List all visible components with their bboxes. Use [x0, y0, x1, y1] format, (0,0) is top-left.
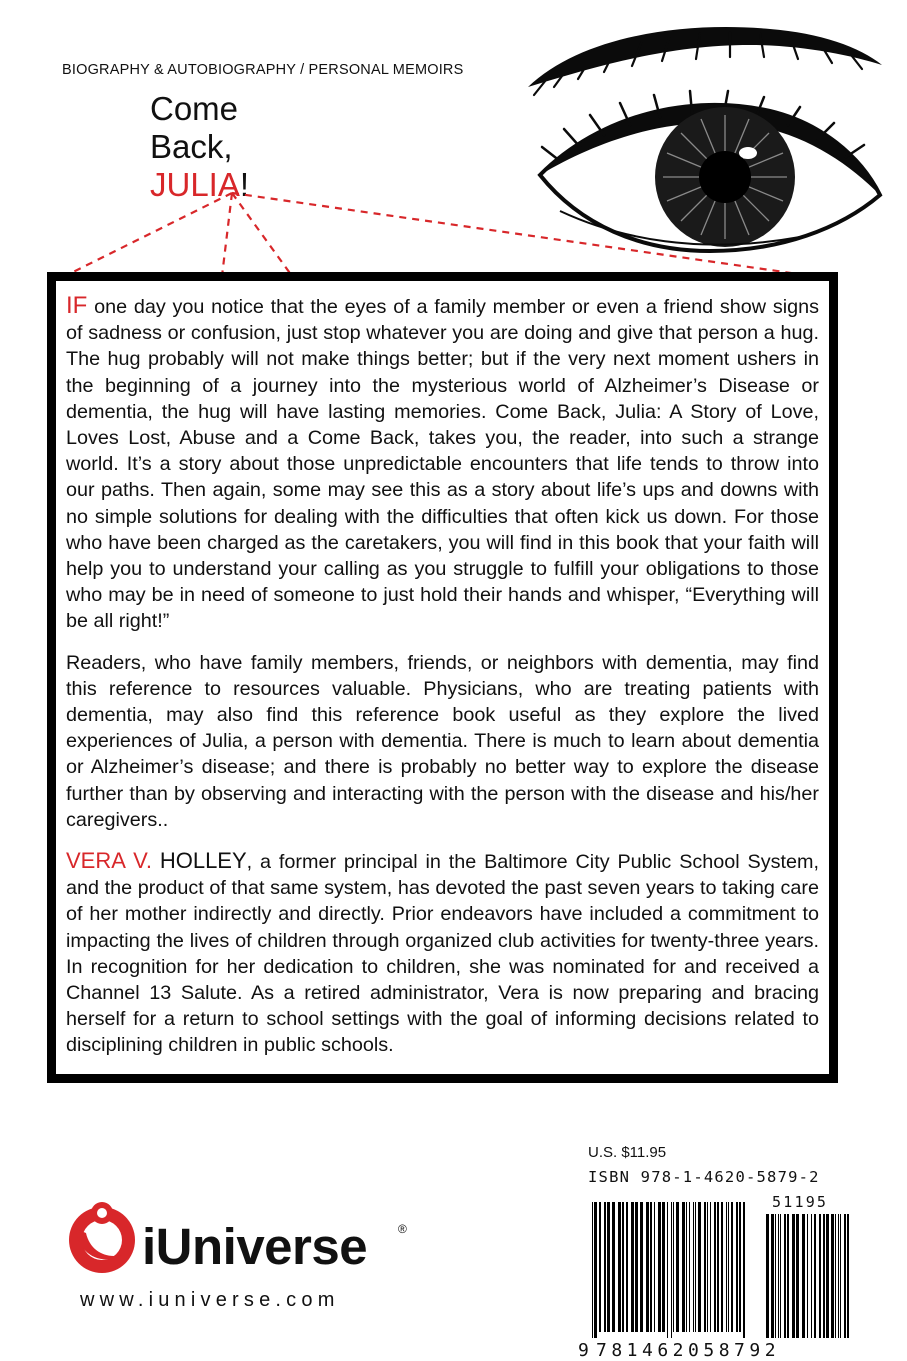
book-title [150, 90, 249, 204]
barcode-addon-bar [823, 1214, 825, 1338]
barcode-bar [594, 1202, 597, 1338]
barcode-leading-digit: 9 [578, 1340, 589, 1361]
barcode-addon-bar [835, 1214, 836, 1338]
description-text [66, 293, 819, 1074]
barcode-bar [693, 1202, 694, 1332]
barcode-bar [646, 1202, 649, 1332]
barcode-bar [717, 1202, 719, 1332]
title-line-2: Back, [150, 128, 233, 165]
barcode-bar [726, 1202, 727, 1332]
barcode-addon-bar [780, 1214, 781, 1338]
barcode-bar [686, 1202, 687, 1332]
barcode-bar [618, 1202, 621, 1332]
barcode-addon-bar [796, 1214, 799, 1338]
blurb-drop-initial: IF [66, 292, 88, 319]
barcode-bar [671, 1202, 672, 1338]
barcode-bar [707, 1202, 708, 1332]
barcode-addon-bar [819, 1214, 821, 1338]
barcode-addon-bar [802, 1214, 805, 1338]
author-bio-text: , a former principal in the Baltimore City Public School System, and the product of that same system, has devoted the past seven years to taking care of her mother indirectly and directly. Prior endeavors have included a commitment to impacting the lives of children through organized club activities for twenty-three years. In recognition for her dedication to children, she was nominated for and received a Channel 13 Salute. As a retired administrator, Vera is now preparing and bracing herself for a return to school settings with the goal of informing decisions related to disciplining children in public schools. [66, 851, 819, 1057]
barcode-bar [704, 1202, 706, 1332]
barcode-bar [640, 1202, 643, 1332]
barcode-bar [635, 1202, 638, 1332]
barcode-bar [622, 1202, 624, 1332]
author-first-name: VERA V. [66, 848, 152, 874]
title-name: JULIA [150, 166, 240, 203]
barcode-bar [739, 1202, 741, 1332]
registered-mark: ® [398, 1222, 407, 1236]
barcode-bar [721, 1202, 723, 1332]
blurb-paragraph-1-text: one day you notice that the eyes of a family member or even a friend show signs of sadness or confusion, just stop whatever you are doing and give that person a hug. The hug probably will not make things better; but if the very next moment ushers in the beginning of a journey into the mysterious world of Alzheimer’s Disease or dementia, the hug will have lasting memories. Come Back, Julia: A Story of Love, Loves Lost, Abuse and a Come Back, takes you, the reader, into such a strange world. It’s a story about those unpredictable encounters that life tends to throw into our paths. Then again, some may see this as a story about life’s ups and downs with no simple solutions for dealing with the difficulties that often kick us down. For those who have been charged as the caretakers, you will find in this book that your faith will help you to understand your calling as you struggle to fulfill your obligations to those who may be in need of someone to just hold their hands and whisper, “Everything will be all right!” [66, 296, 819, 633]
dash-line-right [232, 193, 292, 276]
title-exclamation: ! [239, 166, 250, 203]
barcode-addon-bar [787, 1214, 789, 1338]
author-bio [66, 848, 819, 1059]
blurb-paragraph-1 [66, 293, 819, 635]
barcode-bar [673, 1202, 674, 1332]
barcode-addon-bar [838, 1214, 839, 1338]
iuniverse-logo-icon [62, 1195, 144, 1277]
price-label: U.S. $11.95 [588, 1144, 667, 1161]
barcode-bar [658, 1202, 661, 1332]
barcode-addon-bar [771, 1214, 774, 1338]
barcode-bar [604, 1202, 606, 1332]
barcode-addon-bar [792, 1214, 795, 1338]
barcode-bar [676, 1202, 679, 1332]
isbn-label: ISBN 978-1-4620-5879-2 [588, 1168, 820, 1186]
barcode-bar [714, 1202, 716, 1332]
barcode-bar [731, 1202, 733, 1332]
dash-line-left [65, 193, 232, 276]
barcode-bar [612, 1202, 615, 1332]
barcode-bar [654, 1202, 655, 1332]
publisher-name: iUniverse [142, 1218, 368, 1275]
eye-icon [540, 91, 880, 251]
eye-illustration [520, 15, 900, 275]
category-label: BIOGRAPHY & AUTOBIOGRAPHY / PERSONAL MEMOIRS [62, 62, 464, 78]
barcode-addon-bar [831, 1214, 834, 1338]
barcode-bar [631, 1202, 634, 1332]
author-last-name: HOLLEY [159, 848, 247, 874]
barcode-bar [682, 1202, 685, 1332]
barcode-addon-bar [844, 1214, 846, 1338]
barcode-bar [599, 1202, 601, 1332]
barcode-addon-bar [784, 1214, 786, 1338]
blurb-paragraph-2: Readers, who have family members, friends, or neighbors with dementia, may find this reference to resources valuable. Physicians, who are treating patients with dementia, may also find this reference book useful as they explore the lived experiences of Julia, a person with dementia. There is much to learn about dementia or Alzheimer’s disease; and there is probably no better way to explore the disease further than by observing and interacting with the person with the disease and his/her caregivers.. [66, 651, 819, 831]
description-box [47, 272, 838, 1083]
barcode-bar [736, 1202, 738, 1332]
dash-line-center [222, 193, 232, 276]
barcode-bar [662, 1202, 665, 1332]
barcode [586, 1190, 856, 1338]
barcode-addon-bar [766, 1214, 769, 1338]
barcode-bar [607, 1202, 610, 1332]
barcode-addon-bar [847, 1214, 849, 1338]
barcode-bar [695, 1202, 696, 1332]
barcode-addon-digits: 51195 [772, 1193, 829, 1211]
barcode-addon-bar [778, 1214, 779, 1338]
barcode-addon-bar [826, 1214, 829, 1338]
barcode-bar [710, 1202, 711, 1332]
barcode-bar [743, 1202, 745, 1338]
barcode-digits: 781462058792 [596, 1340, 781, 1361]
publisher-website: www.iuniverse.com [80, 1289, 340, 1311]
title-line-1: Come [150, 90, 239, 127]
title-line-3 [150, 166, 249, 204]
barcode-bar [667, 1202, 668, 1338]
barcode-bar [698, 1202, 701, 1332]
barcode-addon-bar [775, 1214, 776, 1338]
barcode-addon-bar [814, 1214, 816, 1338]
barcode-addon-bar [840, 1214, 841, 1338]
barcode-bar [728, 1202, 729, 1332]
barcode-addon-bar [807, 1214, 808, 1338]
barcode-addon-bar [811, 1214, 812, 1338]
barcode-bar [592, 1202, 593, 1338]
eyebrow-icon [528, 27, 882, 95]
barcode-bar [626, 1202, 628, 1332]
barcode-bar [689, 1202, 690, 1332]
barcode-bar [650, 1202, 652, 1332]
